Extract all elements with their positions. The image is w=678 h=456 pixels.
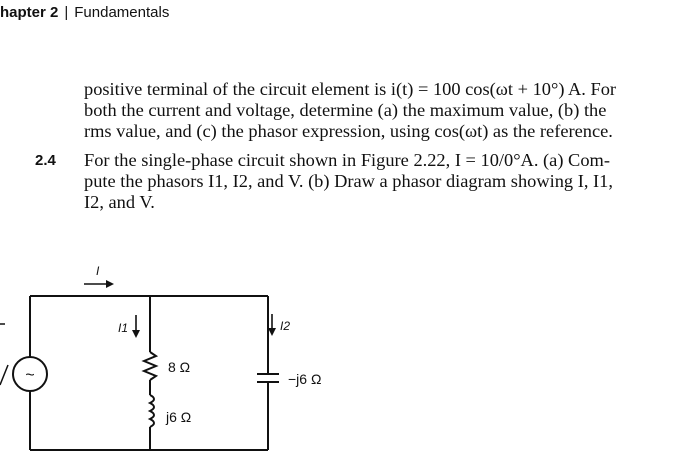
- edge-mark: [0, 365, 8, 385]
- problem-text: [84, 150, 676, 213]
- header-separator: |: [64, 4, 69, 21]
- problem-number: 2.4: [35, 152, 56, 169]
- text-line: both the current and voltage, determine (a) the maximum value, (b) the: [84, 100, 607, 120]
- text-line: For the single-phase circuit shown in Figure 2.22, I = 10/0°A. (a) Com-: [84, 150, 610, 170]
- text-line: rms value, and (c) the phasor expression, using cos(ωt) as the reference.: [84, 121, 613, 141]
- page-header: [0, 2, 169, 24]
- current-i1-arrow: [132, 315, 140, 338]
- chapter-label: hapter 2: [0, 4, 59, 21]
- capacitor-value: −j6 Ω: [288, 371, 322, 387]
- current-i1-label: I1: [118, 321, 129, 335]
- inductor-value: j6 Ω: [166, 409, 192, 425]
- current-i-label: I: [96, 264, 100, 278]
- text-line: I2, and V.: [84, 192, 155, 212]
- circuit-diagram: [0, 250, 678, 456]
- resistor-value: 8 Ω: [168, 359, 191, 375]
- chapter-title: Fundamentals: [74, 4, 170, 21]
- current-i2-label: I2: [280, 319, 291, 333]
- current-i-arrow: [84, 280, 114, 288]
- ac-source-symbol: ~: [25, 367, 35, 384]
- text-line: positive terminal of the circuit element is i(t) = 100 cos(ωt + 10°) A. For: [84, 79, 617, 99]
- text-line: pute the phasors I1, I2, and V. (b) Draw a phasor diagram showing I, I1,: [84, 171, 613, 191]
- current-i2-arrow: [268, 314, 276, 336]
- problem-text-continued: [84, 79, 676, 142]
